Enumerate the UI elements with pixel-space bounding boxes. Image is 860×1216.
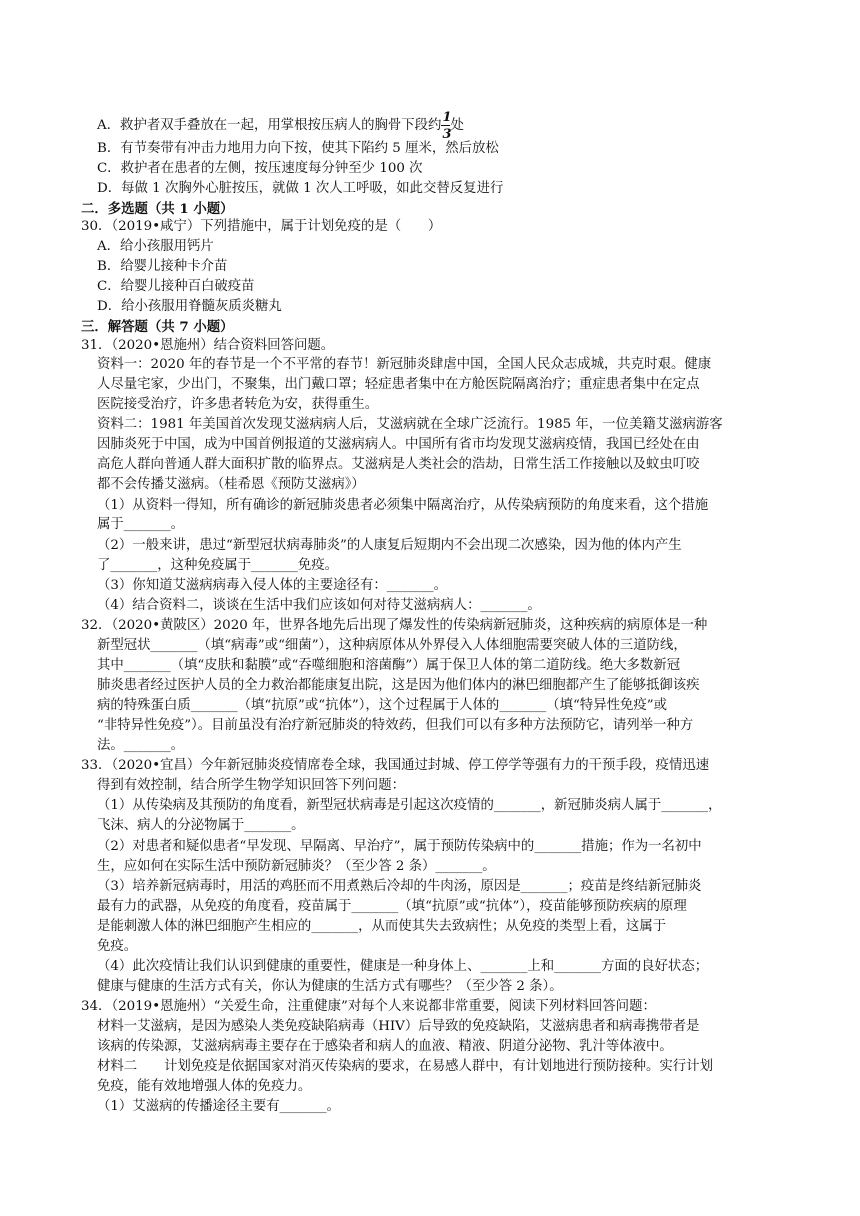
q29-option-b: B．有节奏带有冲击力地用力向下按，使其下陷约 5 厘米，然后放松 — [97, 141, 499, 156]
q33-line-6: （3）培养新冠病毒时，用活的鸡胚而不用煮熟后冷却的牛肉汤，原因是_______；疫苗是终结新冠肺炎 — [97, 879, 702, 894]
q29-option-a-suffix: 处 — [450, 118, 464, 133]
q31-line-6: 高危人群向普通人群大面积扩散的临界点。艾滋病是人类社会的浩劫，日常生活工作接触以及蚊虫叮咬 — [97, 457, 700, 472]
q31-line-13: （4）结合资料二，谈谈在生活中我们应该如何对待艾滋病病人：_______。 — [97, 598, 541, 613]
q31-line-10: （2）一般来讲，患过“新型冠状病毒肺炎”的人康复后短期内不会出现二次感染，因为他的体内产生 — [97, 538, 682, 553]
q31-line-2: 人尽量宅家，少出门，不聚集，出门戴口罩；轻症患者集中在方舱医院隔离治疗；重症患者集中在定点 — [97, 377, 700, 392]
q31-line-12: （3）你知道艾滋病病毒入侵人体的主要途径有：_______。 — [97, 578, 447, 593]
q33-line-0: 33．（2020•宜昌）今年新冠肺炎疫情席卷全球，我国通过封城、停工停学等强有力的干预手段，疫情迅速 — [81, 758, 710, 773]
section-heading-answer-questions: 三．解答题（共 7 小题） — [81, 319, 234, 335]
q29-option-c: C．救护者在患者的左侧，按压速度每分钟至少 100 次 — [97, 161, 423, 176]
q32-line-6: 法。_______。 — [97, 738, 185, 753]
q31-line-1: 资料一：2020 年的春节是一个不平常的春节！新冠肺炎肆虐中国，全国人民众志成城，共克时艰。健康 — [97, 357, 712, 372]
q30-option-d: D．给小孩服用脊髓灰质炎糖丸 — [97, 299, 282, 314]
q33-line-11: 健康与健康的生活方式有关，你认为健康的生活方式有哪些？（至少答 2 条）。 — [97, 979, 563, 994]
q34-line-2: 该病的传染源，艾滋病病毒主要存在于感染者和病人的血液、精液、阴道分泌物、乳汁等体液中。 — [97, 1039, 673, 1054]
q31-line-0: 31．（2020•恩施州）结合资料回答问题。 — [81, 338, 335, 353]
fraction-one-third: $\frac{1}{3}$ — [442, 110, 452, 142]
q32-line-5: “非特异性免疫”）。目前虽没有治疗新冠肺炎的特效药，但我们可以有多种方法预防它，请列举一种方 — [97, 718, 694, 733]
q33-line-5: 生，应如何在实际生活中预防新冠肺炎？（至少答 2 条）_______。 — [97, 859, 496, 874]
q30-option-c: C．给婴儿接种百白破疫苗 — [97, 279, 255, 294]
q32-line-4: 病的特殊蛋白质_______（填“抗原”或“抗体”），这个过程属于人体的_______（填“特异性免疫”或 — [97, 698, 667, 713]
q29-option-a-text: A．救护者双手叠放在一起，用掌根按压病人的胸骨下段约 — [97, 118, 442, 133]
q33-line-10: （4）此次疫情让我们认识到健康的重要性，健康是一种身体上、_______上和_______方面的良好状态； — [97, 959, 709, 974]
q30-option-a: A．给小孩服用钙片 — [97, 239, 214, 254]
q31-line-5: 因肺炎死于中国，成为中国首例报道的艾滋病病人。中国所有省市均发现艾滋病疫情，我国已经处在由 — [97, 437, 700, 452]
q30-stem: 30．（2019•咸宁）下列措施中，属于计划免疫的是（ ） — [81, 219, 442, 234]
q33-line-7: 最有力的武器，从免疫的角度看，疫苗属于_______（填“抗原”或“抗体”），疫苗能够预防疾病的原理 — [97, 899, 687, 914]
q33-line-8: 是能刺激人体的淋巴细胞产生相应的_______，从而使其失去致病性；从免疫的类型上看，这属于 — [97, 919, 667, 934]
q31-line-4: 资料二：1981 年美国首次发现艾滋病病人后，艾滋病就在全球广泛流行。1985 年，一位美籍艾滋病游客 — [97, 417, 723, 432]
q34-line-5: （1）艾滋病的传播途径主要有_______。 — [97, 1099, 340, 1114]
q32-line-3: 肺炎患者经过医护人员的全力救治都能康复出院，这是因为他们体内的淋巴细胞都产生了能够抵御该疾 — [97, 678, 700, 693]
q34-line-3: 材料二 计划免疫是依据国家对消灭传染病的要求，在易感人群中，有计划地进行预防接种。实行计划 — [97, 1059, 713, 1074]
q31-line-7: 都不会传播艾滋病。（桂希恩《预防艾滋病》） — [97, 477, 365, 492]
q32-line-0: 32．（2020•黄陂区）2020 年，世界各地先后出现了爆发性的传染病新冠肺炎，这种疾病的病原体是一种 — [81, 618, 708, 633]
q31-line-11: 了_______，这种免疫属于_______免疫。 — [97, 558, 339, 573]
q33-line-2: （1）从传染病及其预防的角度看，新型冠状病毒是引起这次疫情的_______，新冠肺炎病人属于_______， — [97, 798, 722, 813]
section-heading-multiple-choice: 二．多选题（共 1 小题） — [81, 201, 234, 217]
q34-line-1: 材料一艾滋病，是因为感染人类免疫缺陷病毒（HIV）后导致的免疫缺陷，艾滋病患者和病毒携带者是 — [97, 1019, 700, 1034]
q32-line-2: 其中_______（填“皮肤和黏膜”或“吞噬细胞和溶菌酶”）属于保卫人体的第二道防线。绝大多数新冠 — [97, 658, 681, 673]
q31-line-9: 属于_______。 — [97, 517, 185, 532]
q34-line-4: 免疫，能有效地增强人体的免疫力。 — [97, 1079, 312, 1094]
q32-line-1: 新型冠状_______（填“病毒”或“细菌”），这种病原体从外界侵入人体细胞需要突破人体的三道防线， — [97, 638, 687, 653]
q33-line-3: 飞沫、病人的分泌物属于_______。 — [97, 818, 305, 833]
q29-option-d: D．每做 1 次胸外心脏按压，就做 1 次人工呼吸，如此交替反复进行 — [97, 181, 504, 196]
q29-option-a — [97, 110, 464, 142]
q31-line-8: （1）从资料一得知，所有确诊的新冠肺炎患者必须集中隔离治疗，从传染病预防的角度来看，这个措施 — [97, 498, 709, 513]
q31-line-3: 医院接受治疗，许多患者转危为安，获得重生。 — [97, 397, 379, 412]
q33-line-4: （2）对患者和疑似患者“早发现、早隔离、早治疗”，属于预防传染病中的_______措施；作为一名初中 — [97, 839, 702, 854]
q34-line-0: 34．（2019•恩施州）“关爱生命，注重健康”对每个人来说都非常重要，阅读下列材料回答问题： — [81, 999, 656, 1014]
q33-line-1: 得到有效控制，结合所学生物学知识回答下列问题： — [97, 778, 405, 793]
q30-option-b: B．给婴儿接种卡介苗 — [97, 259, 228, 274]
q33-line-9: 免疫。 — [97, 939, 138, 954]
